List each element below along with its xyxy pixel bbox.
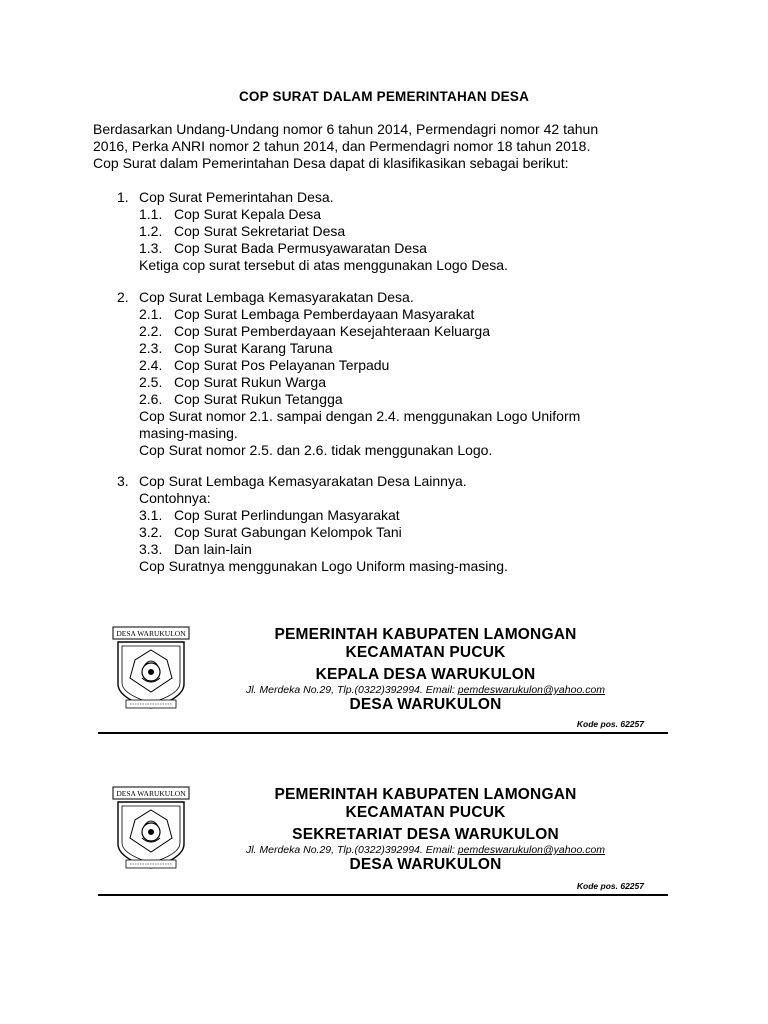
subitem-label: Dan lain-lain: [174, 541, 252, 557]
address-line: [198, 844, 653, 856]
regency-name: PEMERINTAH KABUPATEN LAMONGAN: [274, 786, 577, 803]
section-2: [93, 289, 693, 459]
email-link[interactable]: pemdeswarukulon@yahoo.com: [457, 844, 606, 856]
section-note: Cop Surat nomor 2.5. dan 2.6. tidak menggunakan Logo.: [139, 442, 493, 458]
section-1: [93, 189, 693, 274]
subitem-label: Cop Surat Bada Permusyawaratan Desa: [174, 240, 427, 256]
emblem-label: DESA WARUKULON: [116, 789, 186, 798]
postal-code: Kode pos. 62257: [576, 719, 644, 729]
subitem-label: Cop Surat Rukun Warga: [174, 374, 326, 390]
subitem-label: Cop Surat Gabungan Kelompok Tani: [174, 524, 402, 540]
intro-line: 2016, Perka ANRI nomor 2 tahun 2014, dan Permendagri nomor 18 tahun 2018.: [93, 138, 591, 154]
village-name: DESA WARUKULON: [349, 856, 502, 873]
postal-code: Kode pos. 62257: [576, 881, 644, 891]
section-label: Cop Surat Lembaga Kemasyarakatan Desa.: [139, 289, 414, 305]
subitem-number: 2.3.: [139, 340, 163, 356]
section-note: Cop Surat nomor 2.1. sampai dengan 2.4. menggunakan Logo Uniform: [139, 408, 581, 424]
subitem-label: Cop Surat Perlindungan Masyarakat: [174, 507, 400, 523]
subitem-number: 1.3.: [139, 240, 163, 256]
subitem-number: 3.3.: [139, 541, 163, 557]
village-emblem-icon: [112, 626, 190, 714]
section-number: 3.: [117, 473, 129, 489]
emblem-label: DESA WARUKULON: [116, 629, 186, 638]
section-note: Ketiga cop surat tersebut di atas menggunakan Logo Desa.: [139, 257, 508, 273]
letterhead-divider: [98, 732, 668, 734]
district-name: KECAMATAN PUCUK: [345, 644, 506, 661]
intro-paragraph: [93, 121, 673, 172]
letterhead-text: [198, 626, 653, 714]
document-title: COP SURAT DALAM PEMERINTAHAN DESA: [238, 89, 530, 104]
subitem-number: 2.6.: [139, 391, 163, 407]
address-line: [198, 684, 653, 696]
office-name: SEKRETARIAT DESA WARUKULON: [292, 826, 559, 843]
village-name: DESA WARUKULON: [349, 696, 502, 713]
letterhead-text: [198, 786, 653, 874]
section-note: masing-masing.: [139, 425, 238, 441]
section-note: Contohnya:: [139, 490, 211, 506]
section-label: Cop Surat Lembaga Kemasyarakatan Desa Lainnya.: [139, 473, 467, 489]
intro-line: Berdasarkan Undang-Undang nomor 6 tahun 2014, Permendagri nomor 42 tahun: [93, 121, 599, 137]
email-link[interactable]: pemdeswarukulon@yahoo.com: [457, 684, 606, 696]
intro-line: Cop Surat dalam Pemerintahan Desa dapat di klasifikasikan sebagai berikut:: [93, 155, 569, 171]
address-text: Jl. Merdeka No.29, Tlp.(0322)392994. Email:: [245, 844, 458, 856]
district-name: KECAMATAN PUCUK: [345, 804, 506, 821]
subitem-number: 2.5.: [139, 374, 163, 390]
subitem-number: 2.2.: [139, 323, 163, 339]
regency-name: PEMERINTAH KABUPATEN LAMONGAN: [274, 626, 577, 643]
subitem-label: Cop Surat Sekretariat Desa: [174, 223, 346, 239]
subitem-label: Cop Surat Pemberdayaan Kesejahteraan Keluarga: [174, 323, 490, 339]
subitem-number: 2.4.: [139, 357, 163, 373]
section-number: 1.: [117, 189, 129, 205]
section-number: 2.: [117, 289, 129, 305]
section-note: Cop Suratnya menggunakan Logo Uniform masing-masing.: [139, 558, 508, 574]
subitem-number: 3.2.: [139, 524, 163, 540]
subitem-label: Cop Surat Lembaga Pemberdayaan Masyarakat: [174, 306, 475, 322]
subitem-number: 1.1.: [139, 206, 163, 222]
letterhead-divider: [98, 894, 668, 896]
subitem-label: Cop Surat Karang Taruna: [174, 340, 333, 356]
office-name: KEPALA DESA WARUKULON: [315, 666, 536, 683]
letterhead-kepala-desa: [98, 612, 668, 748]
subitem-label: Cop Surat Rukun Tetangga: [174, 391, 343, 407]
subitem-number: 3.1.: [139, 507, 163, 523]
address-text: Jl. Merdeka No.29, Tlp.(0322)392994. Email:: [245, 684, 458, 696]
subitem-label: Cop Surat Pos Pelayanan Terpadu: [174, 357, 390, 373]
subitem-label: Cop Surat Kepala Desa: [174, 206, 322, 222]
subitem-number: 2.1.: [139, 306, 163, 322]
section-label: Cop Surat Pemerintahan Desa.: [139, 189, 334, 205]
subitem-number: 1.2.: [139, 223, 163, 239]
section-3: [93, 473, 693, 575]
village-emblem-icon: [112, 786, 190, 874]
letterhead-sekretariat-desa: [98, 772, 668, 908]
